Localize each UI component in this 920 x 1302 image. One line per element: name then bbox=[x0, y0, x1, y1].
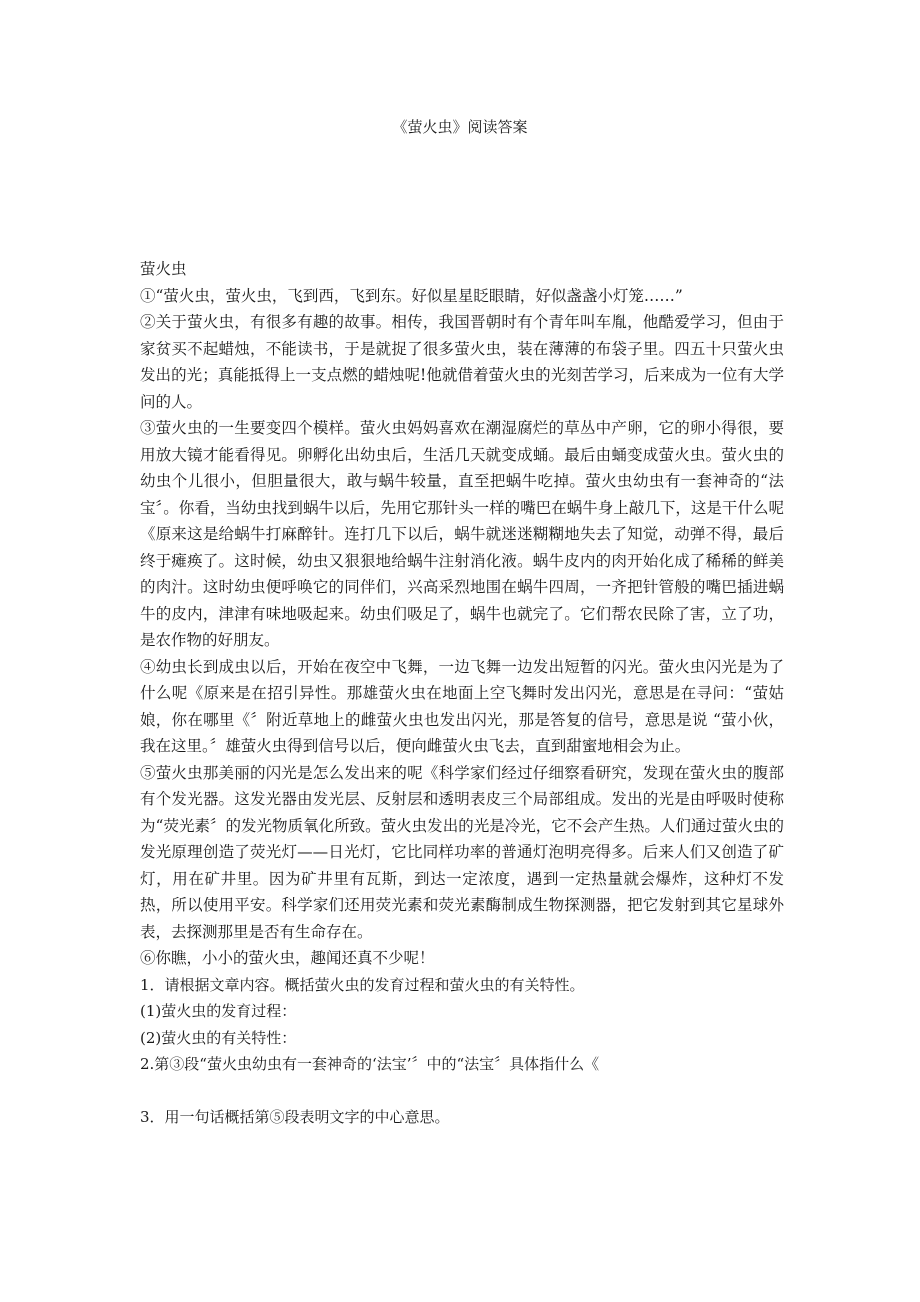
question-1-part-1: (1)萤火虫的发育过程： bbox=[140, 1002, 297, 1020]
paragraph-3: ③萤火虫的一生要变四个模样。萤火虫妈妈喜欢在潮湿腐烂的草丛中产卵，它的卵小得很，要用放大镜才能看得见。卵孵化出幼虫后，生活几天就变成蛹。最后由蛹变成萤火虫。萤火虫的幼虫个儿很小，但胆量很大，敢与蜗牛较量，直至把蜗牛吃掉。萤火虫幼虫有一套神奇的“法宝〞。你看，当幼虫找到蜗牛以后，先用它那针头一样的嘴巴在蜗牛身上敲几下，这是干什么呢《原来这是给蜗牛打麻醉针。连打几下以后，蜗牛就迷迷糊糊地失去了知觉，动弹不得，最后终于瘫痪了。这时候，幼虫又狠狠地给蜗牛注射消化液。蜗牛皮内的肉开始化成了稀稀的鲜美的肉汁。这时幼虫便呼唤它的同伴们，兴高采烈地围在蜗牛四周，一齐把针管般的嘴巴插进蜗牛的皮内，津津有味地吸起来。幼虫们吸足了，蜗牛也就完了。它们帮农民除了害，立了功，是农作物的好朋友。 bbox=[140, 419, 784, 649]
paragraph-1: ①“萤火虫，萤火虫，飞到西，飞到东。好似星星眨眼睛，好似盏盏小灯笼……” bbox=[140, 286, 683, 305]
document-body bbox=[140, 256, 784, 1130]
question-gap bbox=[140, 1078, 784, 1104]
question-1-part-2: (2)萤火虫的有关特性： bbox=[140, 1028, 297, 1047]
paragraph-5: ⑤萤火虫那美丽的闪光是怎么发出来的呢《科学家们经过仔细察看研究，发现在萤火虫的腹部有个发光器。这发光器由发光层、反射层和透明表皮三个局部组成。发出的光是由呼吸时使称为“荧光素〞的发光物质氧化所致。萤火虫发出的光是冷光，它不会产生热。人们通过萤火虫的发光原理创造了荧光灯——日光灯，它比同样功率的普通灯泡明亮得多。后来人们又创造了矿灯，用在矿井里。因为矿井里有瓦斯，到达一定浓度，遇到一定热量就会爆炸，这种灯不发热，所以使用平安。科学家们还用荧光素和荧光素酶制成生物探测器，把它发射到其它星球外表，去探测那里是否有生命存在。 bbox=[140, 763, 784, 941]
document-title: 《萤火虫》阅读答案 bbox=[392, 118, 528, 136]
paragraph-6: ⑥你瞧，小小的萤火虫，趣闻还真不少呢！ bbox=[140, 949, 435, 967]
question-1: 1．请根据文章内容。概括萤火虫的发育过程和萤火虫的有关特性。 bbox=[140, 975, 585, 994]
paragraph-2: ②关于萤火虫，有很多有趣的故事。相传，我国晋朝时有个青年叫车胤，他酷爱学习，但由于家贫买不起蜡烛，不能读书，于是就捉了很多萤火虫，装在薄薄的布袋子里。四五十只萤火虫发出的光；真能抵得上一支点燃的蜡烛呢!他就借着萤火虫的光刻苦学习，后来成为一位有大学问的人。 bbox=[140, 313, 784, 411]
question-2: 2.第③段“萤火虫幼虫有一套神奇的‘法宝’〞中的“法宝〞具体指什么《 bbox=[140, 1055, 600, 1073]
paragraph-4: ④幼虫长到成虫以后，开始在夜空中飞舞，一边飞舞一边发出短暂的闪光。萤火虫闪光是为了什么呢《原来是在招引异性。那雄萤火虫在地面上空飞舞时发出闪光，意思是在寻问：“萤姑娘，你在哪里《〞附近草地上的雌萤火虫也发出闪光，那是答复的信号，意思是说 “萤小伙，我在这里。〞雄萤火虫得到信号以后，便向雌萤火虫飞去，直到甜蜜地相会为止。 bbox=[140, 657, 784, 755]
article-heading: 萤火虫 bbox=[140, 260, 187, 278]
question-3: 3．用一句话概括第⑤段表明文字的中心意思。 bbox=[140, 1107, 450, 1126]
